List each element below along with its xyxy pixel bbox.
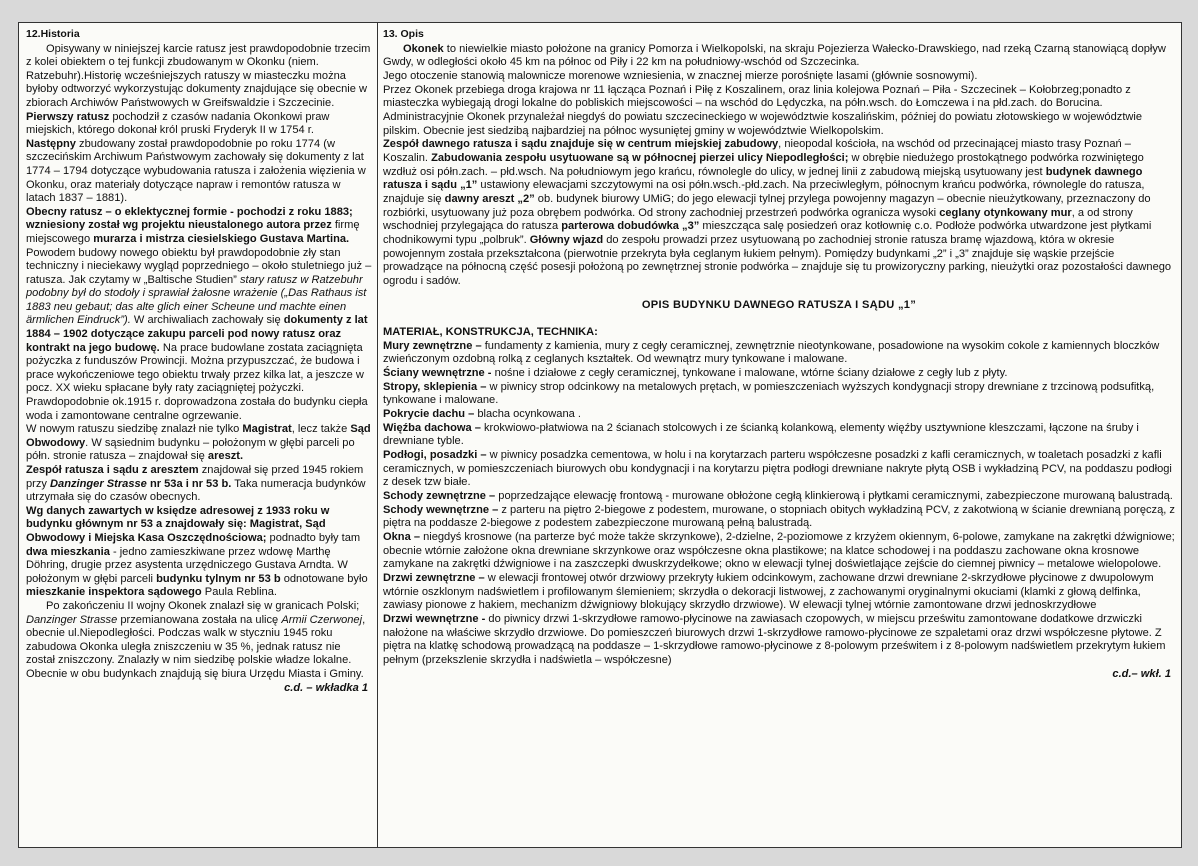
- paragraph: [26, 138, 372, 206]
- text-run: Paula Reblina.: [201, 586, 277, 599]
- text-run: do piwnicy drzwi 1-skrzydłowe ramowo-płycinowe na zawiasach czopowych, w miejscu prześwitu zamontowane dodatkowe drzwiczki nałożone na właściwe skrzydło drzwiowe. Do pomieszczeń biurowych drzwi 1-skrzydłowe ramowo-płycinowe ze szpaletami oraz drzwi współczesne płytowe. Z piętra na klatkę schodową prowadzącą na poddasze – 1-skrzydłowe ramowo-płycinowe z 8-polowym prześwitem i z 8-polowym nadświetlem przekrytym łukiem pełnym (przekszlenie skrzydła i nadświetla – współczesne): [383, 612, 1166, 666]
- material-item: [383, 449, 1175, 490]
- text-run: znajdował się przed 1945 rokiem przy: [26, 464, 364, 490]
- material-items: [383, 340, 1175, 668]
- text-run: Danzinger Strasse: [50, 477, 147, 490]
- paragraph: [26, 464, 372, 505]
- text-run: Administracyjnie Okonek przynależał niegdyś do powiatu szczecineckiego w województwie koszalińskim, później do powiatu złotowskiego w województwie pilskim. Obecnie jest siedzibą najbardziej na północ wysuniętej gminy w województwie Wielkopolskim.: [383, 110, 1143, 137]
- material-item: [383, 572, 1175, 613]
- text-run: podnadto były tam: [266, 531, 361, 544]
- text-run: poprzedzające elewację frontową - murowane obłożone cegłą klinkierową i płytkami ceramicznymi, zabezpieczone murowaną balustradą.: [495, 490, 1173, 502]
- paragraph: [383, 138, 1175, 288]
- document-sheet: [18, 22, 1182, 848]
- paragraph: [26, 600, 372, 682]
- text-run: Drzwi wewnętrzne -: [383, 612, 486, 625]
- paragraph: [383, 43, 1175, 70]
- text-run: Jego otoczenie stanowią malownicze morenowe wzniesienia, w znacznej mierze porośnięte lasami (głównie sosnowymi).: [383, 69, 978, 82]
- text-run: Po zakończeniu II wojny Okonek znalazł się w granicach Polski;: [46, 599, 360, 612]
- text-run: przemianowana została na ulicę: [117, 613, 282, 626]
- material-item: [383, 381, 1175, 408]
- material-item: [383, 504, 1175, 531]
- text-run: , a od strony wschodniej przylegająca do ratusza: [383, 206, 1133, 233]
- text-run: Schody wewnętrzne –: [383, 503, 499, 516]
- description-continuation: c.d.– wkł. 1: [1112, 667, 1171, 680]
- text-run: stary ratusz w Ratzebuhr podobny był do stodoły i sprawiał żałosne wrażenie („Das Rathaus ist 1883 neu gebaut; das alte glich einer Scheune und machte einen ärmlichen Eindruck”).: [26, 273, 367, 327]
- description-body: [383, 43, 1175, 289]
- text-run: to niewielkie miasto położone na granicy Pomorza i Wielkopolski, na skraju Pojezierza Wałecko-Drawskiego, nad rzeką Czarną stanowiącą dopływ Gwdy, w odległości około 45 km na północ od Piły i 22 km na południowy-wschód od Szczecinka.: [383, 42, 1166, 69]
- material-item: [383, 367, 1175, 381]
- paragraph: [26, 111, 372, 138]
- history-column: [26, 28, 372, 695]
- text-run: do zespołu prowadzi przez usytuowaną po zachodniej stronie ratusza bramę wjazdową, która w okresie powojennym została przekształcona (pierwotnie przekryta była ceglanym łukiem pełnym). Pomiędzy budynkami „2” i „3” znajduje się wąskie przejście prowadzące na północną część posesji położoną po zewnętrznej stronie podwórka – znajduje się tu prowizoryczny parking, nieużytki oraz pozostałości dawnego ogrodu i sadów.: [383, 233, 1172, 287]
- text-run: w piwnicy strop odcinkowy na metalowych prętach, w pomieszczeniach wyższych kondygnacji stropy drewniane z trzcinową podsufitką, tynkowane i malowane.: [383, 380, 1155, 407]
- paragraph: [26, 505, 372, 600]
- text-run: nośne i działowe z cegły ceramicznej, tynkowane i malowane, wtórne ściany działowe z cegły lub z płyty.: [491, 367, 1008, 380]
- text-run: . W sąsiednim budynku – położonym w głębi parceli po półn. stronie ratusza – znajdował się: [26, 436, 355, 463]
- text-run: - jedno zamieszkiwane przez wdowę Marthę Döhring, drugie przez asystenta urzędniczego Gustava Arndta. W położonym w głębi parceli: [26, 545, 348, 585]
- text-run: Armii Czerwonej: [281, 613, 363, 626]
- text-run: zbudowany został prawdopodobnie po roku 1774 (w szczecińskim Archiwum Państwowym zachowały się dokumenty z lat 1774 – 1794 dotyczące wybudowania ratusza i założenia więzienia w Okonku, oraz materiały dotyczące napraw i remontów ratusza w latach 1837 – 1881).: [26, 137, 366, 205]
- text-run: Obecny ratusz – o eklektycznej formie - pochodzi z roku 1883; wzniesiony został wg projektu nieustalonego autora przez: [26, 205, 353, 232]
- text-run: fundamenty z kamienia, mury z cegły ceramicznej, zewnętrznie nieotynkowane, posadowione na wysokim cokole z kamiennych bloczków zwieńczonym ozdobną rolką z ceglanych kształtek. Od wewnątrz mury tynkowane i malowane.: [383, 339, 1160, 366]
- column-divider: [377, 23, 378, 847]
- text-run: Powodem budowy nowego obiektu był prawdopodobnie zły stan techniczny i nieciekawy wygląd poprzedniego – około stuletniego już – ratusza. Jak czytamy w „Baltische Studien”: [26, 246, 372, 286]
- text-run: Okna –: [383, 530, 420, 543]
- description-heading: 13. Opis: [383, 28, 424, 40]
- text-run: Ściany wewnętrzne -: [383, 367, 492, 380]
- text-run: Następny: [26, 137, 76, 150]
- text-run: odnotowane było: [280, 572, 368, 585]
- paragraph: [383, 70, 1175, 84]
- material-item: [383, 422, 1175, 449]
- text-run: w elewacji frontowej otwór drzwiowy przekryty łukiem odcinkowym, zachowane drzwi drewniane 2-skrzydłowe płycinowe z dwupolowym wtórnie oszklonym nadświetlem i profilowanym ślemieniem; skrzydła o dekoracji listwowej, z zachowanymi oryginalnymi okuciami (klamki z głową delfinka, zawiasy pionowe z hakiem, mechanizm dźwigniowy blokujący skrzydło drzwiowe). W elewacji tylnej wtórnie zamontowane drzwi jednoskrzydłowe: [383, 571, 1154, 612]
- text-run: , obecnie ul.Niepodległości. Podczas walk w styczniu 1945 roku zabudowa Okonka uległa zniszczeniu w 35 %, jednak ratusz nie został zniszczony. Znalazły w nim siedzibę polskie władze lokalne. Obecnie w obu budynkach znajdują się biura Urzędu Miasta i Gminy.: [26, 613, 366, 680]
- text-run: Drzwi zewnętrzne –: [383, 571, 485, 584]
- text-run: w obrębie niedużego prostokątnego podwórka rozwiniętego wzdłuż osi półn.zach. – płd.wsch. Na południowym jego krańcu, równolegle do ulicy, w jednej linii z zabudową miejską usytuowany jest: [383, 151, 1144, 178]
- text-run: , nieopodal kościoła, na wschód od przecinającej miasto trasy Poznań – Koszalin.: [383, 138, 1131, 164]
- text-run: niegdyś krosnowe (na parterze być może także skrzynkowe), 2-dzielne, 2-poziomowe z krzyżem okiennym, 6-polowe, zamykane na zakrętki dźwigniowe; obecnie wtórnie założone okna drewniane skrzynkowe oraz współczesne okna plastikowe; na klatce schodowej i na poddaszu zachowane okna krosnowe zamykane na zakrętki dźwigniowe i na zaszczepki dwuskrzydełkowe; okno w elewacji tylnej doświetlające zejście do ciemnej piwnicy – metalowe wielopolowe.: [383, 530, 1175, 571]
- text-run: ob. budynek biurowy UMiG; do jego elewacji tylnej przylega powojenny magazyn – obecnie nieużytkowany, przeznaczony do rozbiórki, usytuowany już poza obrębem podwórka. Od strony zachodniej przestrzeń podwórka ogranicza wysoki: [383, 192, 1151, 219]
- text-run: Schody zewnętrzne –: [383, 490, 496, 502]
- text-run: Pokrycie dachu –: [383, 408, 475, 421]
- text-run: Wg danych zawartych w księdze adresowej z 1933 roku w budynku głównym nr 53 a znajdowały się: Magistrat, Sąd Obwodowy i Miejska Kasa Oszczędnościowa;: [26, 504, 330, 544]
- paragraph: [26, 43, 372, 111]
- text-run: Sąd Obwodowy: [26, 423, 371, 449]
- text-run: , lecz także: [291, 423, 351, 436]
- text-run: areszt.: [207, 450, 244, 463]
- text-run: krokwiowo-płatwiowa na 2 ścianach stolcowych i ze ścianką kolankową, elementy więźby usztywnione kleszczami, łączone na śruby i drewniane tyble.: [383, 421, 1139, 448]
- text-run: ustawiony elewacjami szczytowymi na osi półn.wsch.-płd.zach. Na przeciwległym, północnym krańcu podwórka, równolegle do ratusza, znajduje się: [383, 179, 1145, 205]
- material-item: [383, 531, 1175, 572]
- text-run: dwa mieszkania: [26, 545, 110, 558]
- material-item: [383, 613, 1175, 668]
- material-item: [383, 340, 1175, 367]
- text-run: Mury zewnętrzne –: [383, 339, 482, 352]
- material-item: [383, 490, 1175, 504]
- text-run: nr 53a i nr 53 b.: [146, 477, 232, 490]
- text-run: Podłogi, posadzki –: [383, 449, 487, 462]
- text-run: Więźba dachowa –: [383, 421, 481, 434]
- section-title: OPIS BUDYNKU DAWNEGO RATUSZA I SĄDU „1”: [641, 299, 917, 312]
- text-run: Przez Okonek przebiega droga krajowa nr 11 łącząca Poznań i Piłę z Koszalinem, oraz linia kolejowa Poznań – Piła - Szczecinek – Kołobrzeg;ponadto z miasteczka wybiegają drogi lokalne do pobliskich miejscowości – na wschód do Lędyczka, na półn.wsch. do Łomczewa i na płd.zach. do Borucina.: [383, 83, 1131, 110]
- text-run: Zabudowania zespołu usytuowane są w północnej pierzei ulicy Niepodległości;: [431, 151, 849, 164]
- material-heading: MATERIAŁ, KONSTRUKCJA, TECHNIKA:: [383, 326, 598, 339]
- text-run: Danzinger Strasse: [26, 613, 118, 626]
- paragraph: [26, 206, 372, 424]
- text-run: firmę miejscowego: [26, 219, 360, 245]
- text-run: dawny areszt „2”: [444, 192, 535, 205]
- text-run: Taka numeracja budynków utrzymała się do czasów obecnych.: [26, 477, 366, 504]
- history-heading: 12.Historia: [26, 28, 80, 40]
- text-run: Pierwszy ratusz: [26, 110, 110, 123]
- text-run: Główny wjazd: [529, 233, 604, 246]
- text-run: parterowa dobudówka „3”: [561, 220, 700, 233]
- text-run: mieszkanie inspektora sądowego: [26, 586, 202, 599]
- text-run: Opisywany w niniejszej karcie ratusz jest prawdopodobnie trzecim z kolei obiektem o tej funkcji zbudowanym w Okonku (niem. Ratzebuhr).Historię wcześniejszych ratuszy w miasteczku można byłoby odtworzyć wykorzystując dokumenty znajdujące się obecnie w zbiorach Archiwów Państwowych w Greifswaldzie i Szczecinie.: [26, 42, 371, 109]
- history-continuation: c.d. – wkładka 1: [284, 681, 368, 694]
- text-run: budynku tylnym nr 53 b: [156, 572, 281, 585]
- text-run: Na prace budowlane zostata zaciągnięta pożyczka z funduszów Prowincji. Można przypuszczać, że budowa i prace wykończeniowe tego obiektu trwały przez kilka lat, a jeszcze w pocz. XX wieku spłacane były raty zaciągniętej pożyczki. Prawdopodobnie ok.1915 r. doprowadzona została do budynku ciepła woda i zamontowane centralne ogrzewanie.: [26, 341, 368, 422]
- text-run: Stropy, sklepienia –: [383, 380, 487, 393]
- text-run: pochodził z czasów nadania Okonkowi praw miejskich, którego dokonał król pruski Fryderyk II w 1754 r.: [26, 110, 330, 137]
- text-run: Zespół ratusza i sądu z aresztem: [26, 464, 199, 476]
- text-run: Magistrat: [242, 423, 292, 436]
- paragraph: [26, 423, 372, 464]
- text-run: dokumenty z lat 1884 – 1902 dotyczące zakupu parceli pod nowy ratusz oraz kontrakt na jego budowę.: [26, 314, 368, 354]
- paragraph: [383, 111, 1175, 138]
- text-run: ceglany otynkowany mur: [939, 206, 1072, 219]
- paragraph: [383, 84, 1175, 111]
- text-run: budynek dawnego ratusza i sądu „1”: [383, 165, 1143, 192]
- text-run: W archiwaliach zachowały się: [130, 314, 284, 327]
- text-run: Zespół dawnego ratusza i sądu znajduje się w centrum miejskiej zabudowy: [383, 138, 779, 151]
- text-run: mieszcząca salę posiedzeń oraz kotłownię c.o. Podłoże podwórka utwardzone jest płytkami chodnikowymi typu „polbruk”.: [383, 220, 1152, 246]
- material-item: [383, 408, 1175, 422]
- text-run: murarza i mistrza ciesielskiego Gustava Martina.: [93, 232, 350, 245]
- history-body: [26, 43, 372, 682]
- description-column: [383, 28, 1175, 681]
- text-run: Okonek: [403, 42, 444, 55]
- text-run: blacha ocynkowana .: [474, 408, 581, 421]
- text-run: w piwnicy posadzka cementowa, w holu i na korytarzach parteru współczesne posadzki z kafli ceramicznych, w toaletach posadzki z kafli ceramicznych, w pomieszczeniach biurowych obu kondygnacji i na korytarzu piętra podłogi drewniane nakryte płytą OSB i wykładziną PCV, na poddaszu podłogi z desek tzw białe.: [383, 449, 1172, 489]
- text-run: W nowym ratuszu siedzibę znalazł nie tylko: [26, 423, 243, 436]
- text-run: z parteru na piętro 2-biegowe z podestem, murowane, o stopniach obitych wykładziną PCV, z zakotwioną w ścianie drewnianą poręczą, z piętra na poddasze 2-biegowe z podestem zabezpieczone murowaną pełną balustradą.: [383, 503, 1175, 530]
